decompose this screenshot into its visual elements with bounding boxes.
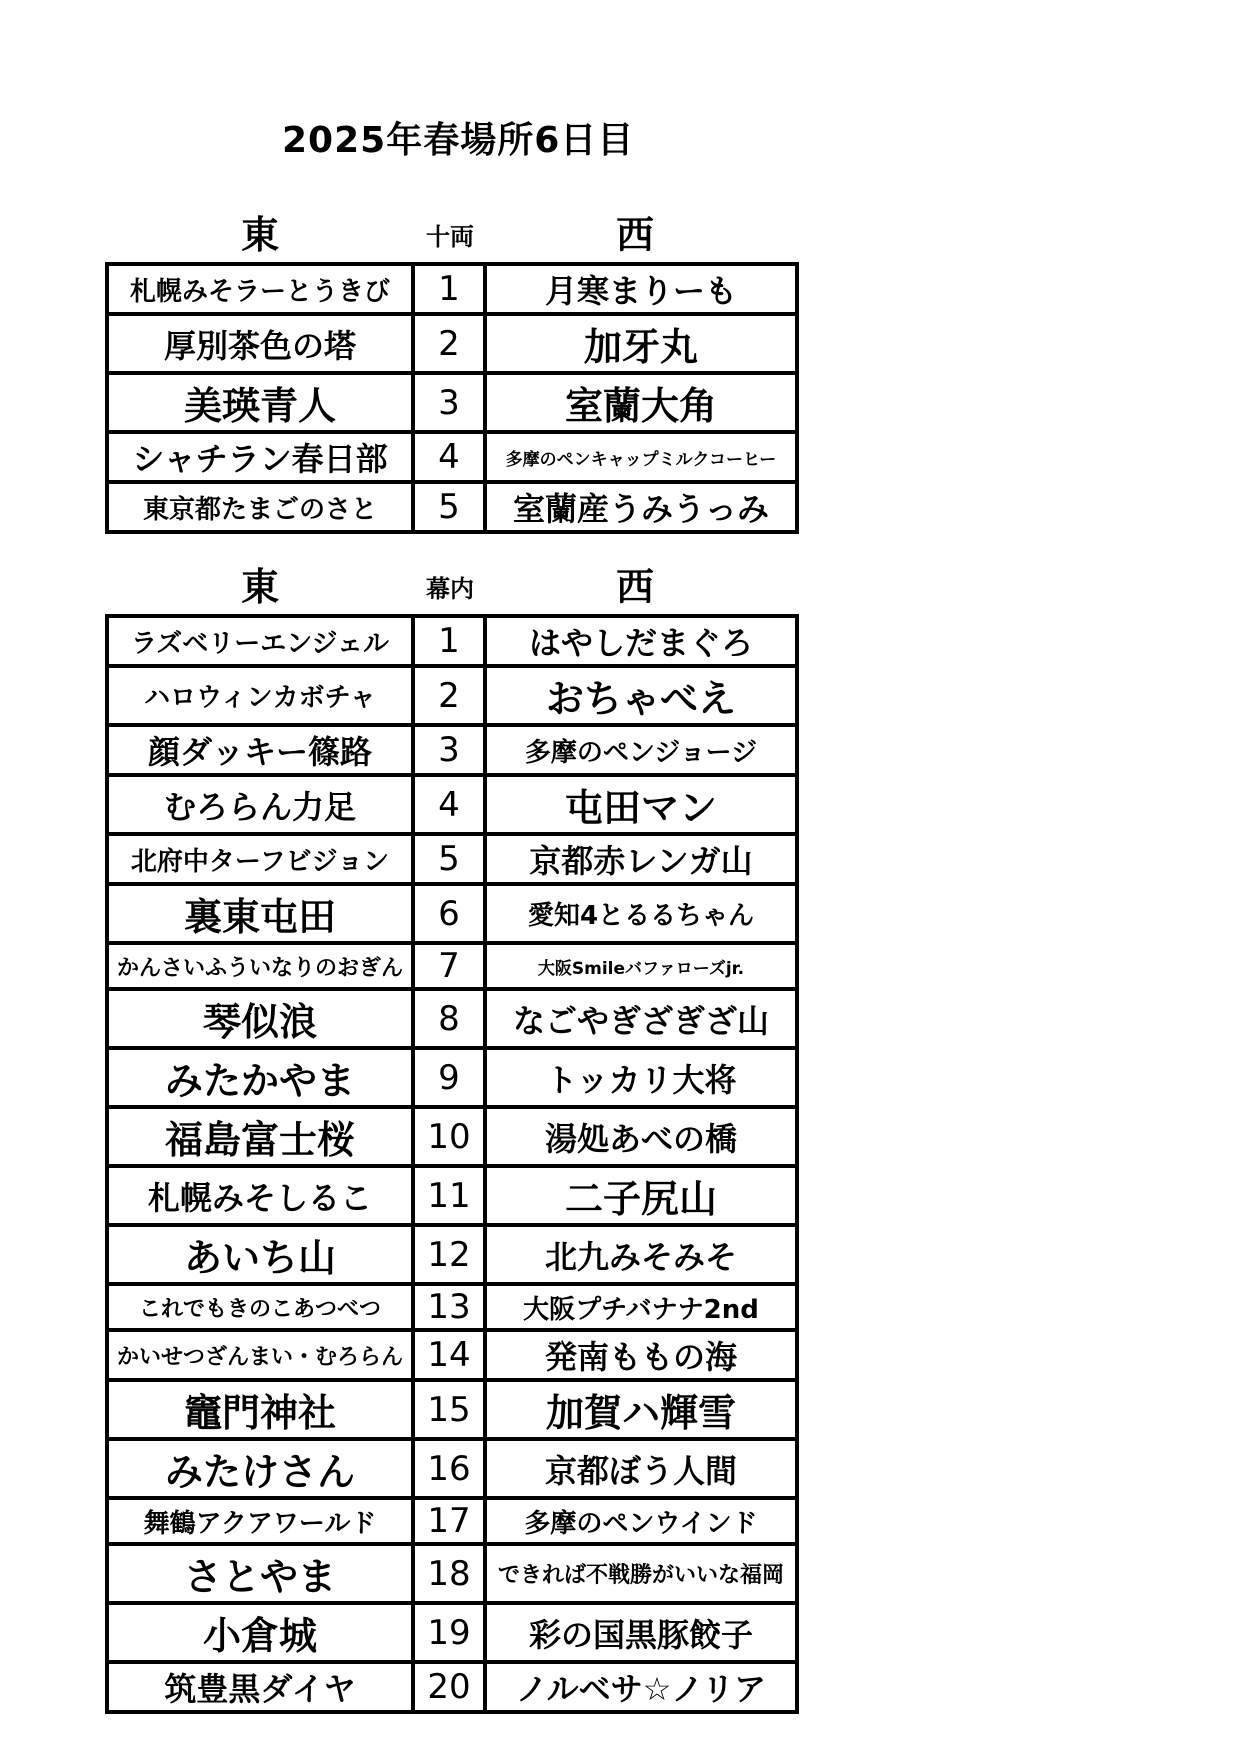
east-wrestler: 裏東屯田 [107,884,413,943]
west-wrestler: 京都赤レンガ山 [485,834,797,884]
bout-number: 5 [413,834,485,884]
bout-row [107,1439,797,1498]
west-wrestler: 大阪プチバナナ2nd [485,1284,797,1330]
makuuchi-east-header: 東 [240,565,279,609]
bout-row [107,1498,797,1544]
bout-number: 2 [413,314,485,373]
bout-row [107,432,797,482]
bout-number: 16 [413,1439,485,1498]
bout-row [107,373,797,432]
bout-number: 5 [413,482,485,532]
bout-number: 1 [413,616,485,666]
west-wrestler: 大阪Smileバファローズjr. [485,943,797,989]
west-wrestler: 屯田マン [485,775,797,834]
east-wrestler: 小倉城 [107,1603,413,1662]
east-wrestler: 美瑛青人 [107,373,413,432]
east-wrestler: 東京都たまごのさと [107,482,413,532]
east-wrestler: 福島富士桜 [107,1107,413,1166]
east-wrestler: むろらん力足 [107,775,413,834]
east-wrestler: かんさいふういなりのおぎん [107,943,413,989]
west-wrestler: 愛知4とるるちゃん [485,884,797,943]
west-wrestler: 彩の国黒豚餃子 [485,1603,797,1662]
makuuchi-bout-table [105,614,799,1714]
west-wrestler: トッカリ大将 [485,1048,797,1107]
bout-number: 11 [413,1166,485,1225]
bout-row [107,943,797,989]
west-wrestler: 多摩のペンキャップミルクコーヒー [485,432,797,482]
east-wrestler: みたけさん [107,1439,413,1498]
bout-row [107,314,797,373]
bout-row [107,666,797,725]
east-wrestler: 舞鶴アクアワールド [107,1498,413,1544]
west-wrestler: できれば不戦勝がいいな福岡 [485,1544,797,1603]
bout-number: 20 [413,1662,485,1712]
east-wrestler: あいち山 [107,1225,413,1284]
bout-row [107,1225,797,1284]
east-wrestler: 竈門神社 [107,1380,413,1439]
bout-row [107,1380,797,1439]
west-wrestler: おちゃべえ [485,666,797,725]
west-wrestler: はやしだまぐろ [485,616,797,666]
east-wrestler: 顔ダッキー篠路 [107,725,413,775]
west-wrestler: 室蘭大角 [485,373,797,432]
bout-row [107,1107,797,1166]
west-wrestler: 加賀ハ輝雪 [485,1380,797,1439]
west-wrestler: 多摩のペンジョージ [485,725,797,775]
west-wrestler: 月寒まりーも [485,264,797,314]
east-wrestler: 札幌みそラーとうきび [107,264,413,314]
west-wrestler: 室蘭産うみうっみ [485,482,797,532]
west-wrestler: ノルベサ☆ノリア [485,1662,797,1712]
page-title: 2025年春場所6日目 [282,120,635,161]
east-wrestler: ハロウィンカボチャ [107,666,413,725]
east-wrestler: 札幌みそしるこ [107,1166,413,1225]
west-wrestler: 加牙丸 [485,314,797,373]
west-wrestler: なごやぎざぎざ山 [485,989,797,1048]
bout-row [107,884,797,943]
juryo-east-header: 東 [240,213,279,257]
east-wrestler: これでもきのこあつべつ [107,1284,413,1330]
bout-number: 19 [413,1603,485,1662]
west-wrestler: 湯処あべの橋 [485,1107,797,1166]
bout-number: 15 [413,1380,485,1439]
bout-number: 3 [413,725,485,775]
bout-number: 3 [413,373,485,432]
bout-row [107,1603,797,1662]
bout-row [107,1166,797,1225]
juryo-west-header: 西 [615,213,654,257]
bout-row [107,1330,797,1380]
bout-number: 1 [413,264,485,314]
west-wrestler: 北九みそみそ [485,1225,797,1284]
east-wrestler: 北府中ターフビジョン [107,834,413,884]
bout-number: 10 [413,1107,485,1166]
bout-row [107,1662,797,1712]
bout-number: 4 [413,775,485,834]
bout-number: 4 [413,432,485,482]
bout-row [107,1284,797,1330]
juryo-bout-table [105,262,799,534]
bout-row [107,616,797,666]
bout-number: 2 [413,666,485,725]
bout-number: 6 [413,884,485,943]
bout-number: 17 [413,1498,485,1544]
bout-row [107,1048,797,1107]
west-wrestler: 発南ももの海 [485,1330,797,1380]
bout-number: 18 [413,1544,485,1603]
bout-number: 8 [413,989,485,1048]
bout-number: 9 [413,1048,485,1107]
east-wrestler: シャチラン春日部 [107,432,413,482]
east-wrestler: みたかやま [107,1048,413,1107]
west-wrestler: 多摩のペンウインド [485,1498,797,1544]
east-wrestler: かいせつざんまい・むろらん [107,1330,413,1380]
bout-row [107,1544,797,1603]
east-wrestler: 厚別茶色の塔 [107,314,413,373]
bout-number: 12 [413,1225,485,1284]
bout-row [107,482,797,532]
bout-number: 7 [413,943,485,989]
makuuchi-division-header: 幕内 [426,575,474,603]
bout-number: 13 [413,1284,485,1330]
east-wrestler: さとやま [107,1544,413,1603]
east-wrestler: 琴似浪 [107,989,413,1048]
bout-number: 14 [413,1330,485,1380]
west-wrestler: 京都ぼう人間 [485,1439,797,1498]
bout-row [107,775,797,834]
west-wrestler: 二子尻山 [485,1166,797,1225]
east-wrestler: 筑豊黒ダイヤ [107,1662,413,1712]
east-wrestler: ラズベリーエンジェル [107,616,413,666]
juryo-division-header: 十両 [426,223,474,251]
bout-row [107,834,797,884]
makuuchi-west-header: 西 [615,565,654,609]
bout-row [107,989,797,1048]
bout-row [107,725,797,775]
bout-row [107,264,797,314]
